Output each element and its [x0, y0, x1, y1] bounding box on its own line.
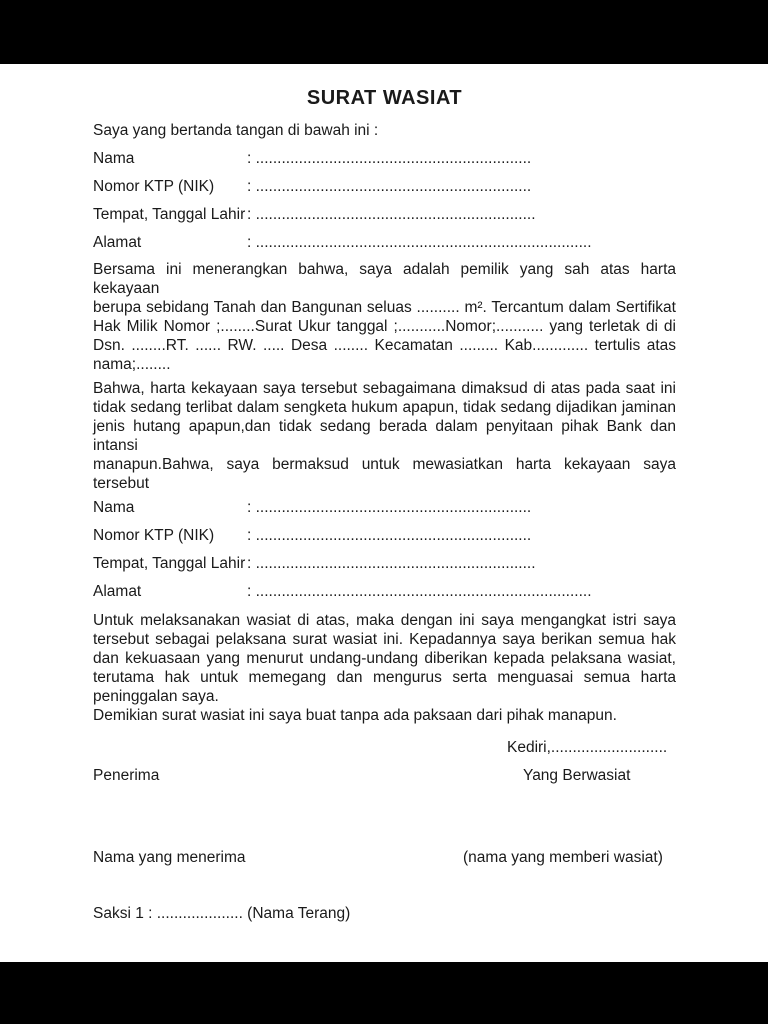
- field-dotted-value: : .................................................................: [247, 206, 536, 223]
- field-label: Nomor KTP (NIK): [93, 178, 215, 195]
- paragraph-line: dan kekuasaan yang menurut undang-undang diberikan kepada pelaksana wasiat,: [93, 650, 676, 667]
- beneficiary-fields: [93, 498, 676, 601]
- field-row: [93, 205, 676, 224]
- document-title: SURAT WASIAT: [306, 87, 463, 109]
- field-dotted-value: : ................................................................: [247, 527, 532, 544]
- paragraph-line: tidak sedang terlibat dalam sengketa hukum apapun, tidak sedang dijadikan jaminan: [93, 399, 676, 416]
- testator-name-label: (nama yang memberi wasiat): [463, 849, 663, 866]
- field-dotted-value: : ................................................................: [247, 150, 532, 167]
- field-dotted-value: : ..............................................................................: [247, 583, 592, 600]
- closing-statement-line: Demikian surat wasiat ini saya buat tanpa ada paksaan dari pihak manapun.: [93, 707, 617, 724]
- paragraph-line: Dsn. ........RT. ...... RW. ..... Desa ........ Kecamatan ......... Kab............. tertulis atas: [93, 337, 676, 354]
- paragraph-line: manapun.Bahwa, saya bermaksud untuk mewasiatkan harta kekayaan saya tersebut: [93, 456, 676, 492]
- field-dotted-value: : ................................................................: [247, 178, 532, 195]
- field-row: [93, 498, 676, 517]
- field-row: [93, 526, 676, 545]
- paragraph-last-line: nama;........: [93, 356, 171, 373]
- field-label: Nama: [93, 150, 135, 167]
- signature-names-row: [93, 848, 676, 867]
- paragraph-line: Hak Milik Nomor ;........Surat Ukur tanggal ;...........Nomor;........... yang terletak di di: [93, 318, 676, 335]
- field-dotted-value: : ................................................................: [247, 499, 532, 516]
- paragraph-line: tersebut sebagai pelaksana surat wasiat ini. Kepadannya saya berikan semua hak: [93, 631, 676, 648]
- receiver-role-label: Penerima: [93, 767, 160, 784]
- paragraph-line: Untuk melaksanakan wasiat di atas, maka dengan ini saya mengangkat istri saya: [93, 612, 676, 629]
- field-label: Alamat: [93, 583, 142, 600]
- paragraph-line: terutama hak untuk memegang dan mengurus serta menguasai semua harta: [93, 669, 676, 686]
- date-place-line: Kediri,...........................: [507, 739, 668, 756]
- field-dotted-value: : ..............................................................................: [247, 234, 592, 251]
- document-page: [0, 64, 768, 962]
- field-dotted-value: : .................................................................: [247, 555, 536, 572]
- receiver-name-label: Nama yang menerima: [93, 849, 246, 866]
- field-label: Nama: [93, 499, 135, 516]
- paragraph-line: Bahwa, harta kekayaan saya tersebut sebagaimana dimaksud di atas pada saat ini: [93, 380, 676, 397]
- letterbox-bottom-bar: [0, 962, 768, 1024]
- paragraph-lines: [93, 611, 676, 687]
- signature-roles-row: [93, 766, 676, 785]
- testator-fields: [93, 149, 676, 252]
- paragraph-legal-status: [93, 379, 676, 493]
- field-row: [93, 233, 676, 252]
- paragraph-executor-appointment: [93, 611, 676, 725]
- intro-line: Saya yang bertanda tangan di bawah ini :: [93, 122, 379, 139]
- letterbox-top-bar: [0, 0, 768, 64]
- field-row: [93, 177, 676, 196]
- field-row: [93, 582, 676, 601]
- witness-1-line: Saksi 1 : .................... (Nama Terang): [93, 905, 351, 922]
- field-label: Tempat, Tanggal Lahir: [93, 555, 246, 572]
- field-label: Alamat: [93, 234, 142, 251]
- paragraph-tail-line: peninggalan saya.: [93, 688, 219, 705]
- field-row: [93, 554, 676, 573]
- testator-role-label: Yang Berwasiat: [523, 767, 631, 784]
- paragraph-lines: [93, 379, 676, 493]
- paragraph-line: jenis hutang apapun,dan tidak sedang berada dalam penyitaan pihak Bank dan intansi: [93, 418, 676, 454]
- paragraph-line: berupa sebidang Tanah dan Bangunan seluas .......... m². Tercantum dalam Sertifikat: [93, 299, 676, 316]
- paragraph-property-declaration: [93, 260, 676, 374]
- paragraph-line: Bersama ini menerangkan bahwa, saya adalah pemilik yang sah atas harta kekayaan: [93, 261, 676, 297]
- field-label: Tempat, Tanggal Lahir: [93, 206, 246, 223]
- paragraph-lines: [93, 260, 676, 355]
- field-row: [93, 149, 676, 168]
- field-label: Nomor KTP (NIK): [93, 527, 215, 544]
